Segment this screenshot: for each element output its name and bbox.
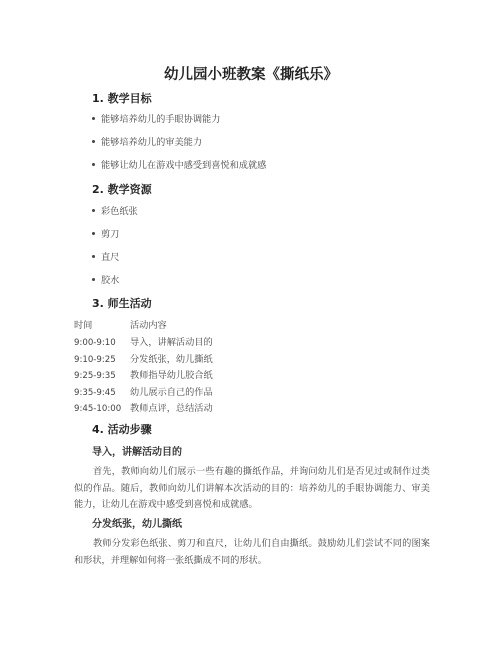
resource-item: 剪刀 xyxy=(92,229,119,241)
table-cell-content: 分发纸张，幼儿撕纸 xyxy=(130,354,213,365)
table-cell-time: 9:10-9:25 xyxy=(74,355,116,365)
table-cell-time: 9:35-9:45 xyxy=(74,388,116,398)
subsection-heading: 分发纸张，幼儿撕纸 xyxy=(92,519,182,530)
bullet-dot-icon xyxy=(92,232,95,235)
section-heading-resources: 2. 教学资源 xyxy=(92,183,152,196)
bullet-dot-icon xyxy=(92,140,95,143)
resource-item: 彩色纸张 xyxy=(92,206,138,218)
bullet-dot-icon xyxy=(92,255,95,258)
bullet-dot-icon xyxy=(92,117,95,120)
table-cell-content: 幼儿展示自己的作品 xyxy=(130,387,213,398)
bullet-dot-icon xyxy=(92,163,95,166)
resource-item: 直尺 xyxy=(92,252,119,264)
table-cell-content: 导入，讲解活动目的 xyxy=(130,337,213,348)
section-heading-activities: 3. 师生活动 xyxy=(92,297,152,310)
goal-item: 能够培养幼儿的审美能力 xyxy=(92,137,202,149)
goal-item: 能够培养幼儿的手眼协调能力 xyxy=(92,114,220,126)
subsection-heading: 导入，讲解活动目的 xyxy=(92,447,182,458)
subsection-paragraph: 首先，教师向幼儿们展示一些有趣的撕纸作品，并询问幼儿们是否见过或制作过类似的作品。随后，教师向幼儿们讲解本次活动的目的：培养幼儿的手眼协调能力、审美能力，让幼儿在游戏中感受到喜悦和成就感。 xyxy=(74,466,430,510)
table-cell-time: 9:00-9:10 xyxy=(74,338,116,348)
subsection-paragraph: 教师分发彩色纸张、剪刀和直尺，让幼儿们自由撕纸。鼓励幼儿们尝试不同的图案和形状，并理解如何将一张纸撕成不同的形状。 xyxy=(74,538,430,566)
resource-item: 胶水 xyxy=(92,275,119,287)
document-title: 幼儿园小班教案《撕纸乐》 xyxy=(164,67,338,83)
bullet-dot-icon xyxy=(92,209,95,212)
goal-item: 能够让幼儿在游戏中感受到喜悦和成就感 xyxy=(92,160,266,172)
bullet-dot-icon xyxy=(92,278,95,281)
table-cell-content: 教师点评，总结活动 xyxy=(130,403,213,414)
table-cell-time: 9:45-10:00 xyxy=(74,404,122,414)
table-cell-time: 9:25-9:35 xyxy=(74,371,116,381)
table-cell-content: 教师指导幼儿胶合纸 xyxy=(130,370,213,381)
section-heading-steps: 4. 活动步骤 xyxy=(92,423,152,436)
table-header-time: 时间 xyxy=(74,320,93,331)
table-header-content: 活动内容 xyxy=(130,320,167,331)
section-heading-goals: 1. 教学目标 xyxy=(92,92,152,105)
